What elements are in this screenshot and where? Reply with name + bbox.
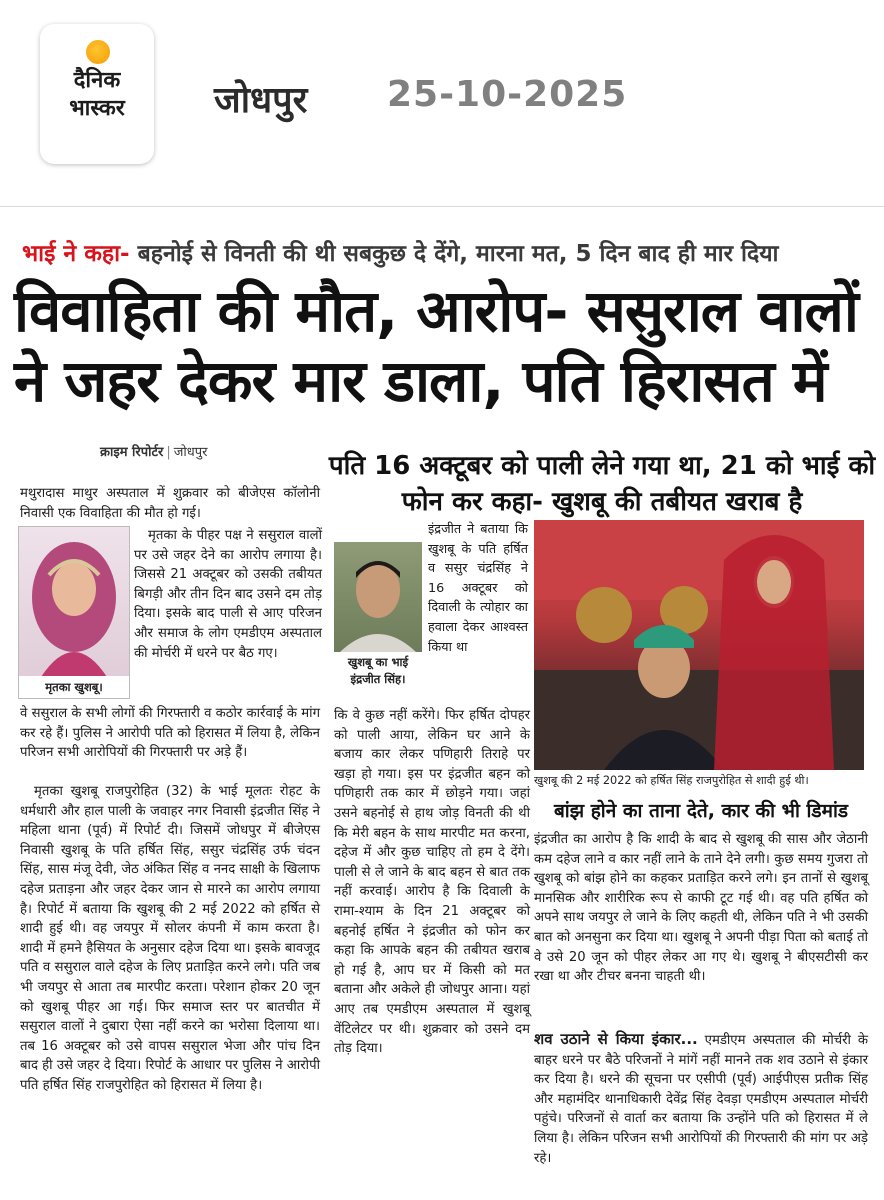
sun-icon bbox=[86, 40, 110, 64]
edition-date: 25-10-2025 bbox=[387, 74, 628, 115]
byline-reporter: क्राइम रिपोर्टर bbox=[100, 445, 164, 460]
logo-line-2: भास्कर bbox=[69, 96, 125, 121]
byline-separator: | bbox=[166, 445, 171, 460]
brother-photo bbox=[334, 542, 422, 652]
sidebar-body-protest: एमडीएम अस्पताल की मोर्चरी के बाहर धरने पर बैठे परिजनों ने मांगें नहीं मानने तक शव उठाने से इंकार कर दिया है। धरने की सूचना पर एसीपी (पूर्व) आईपीएस प्रतीक सिंह और महामंदिर थानाधिकारी देवेंद्र सिंह देवड़ा एमडीएम अस्पताल मोर्चरी पहुंचे। परिजनों से वार्ता कर बताया कि उन्होंने पति को हिरासत में ले लिया है। लेकिन परिजन सभी आरोपियों की गिरफ्तारी की मांग पर अड़े रहे। bbox=[534, 1033, 868, 1166]
col1-para-3: वे ससुराल के सभी लोगों की गिरफ्तारी व कठोर कार्रवाई के मांग कर रहे हैं। पुलिस ने आरोपी पति को हिरासत में लिया है, लेकिन परिजन सभी आरोपियों की गिरफ्तारी पर अड़े हैं। bbox=[20, 706, 320, 761]
col1-para-4: मृतका खुशबू राजपुरोहित (32) के भाई मूलतः रोहट के धर्मधारी और हाल पाली के जवाहर नगर निवासी इंद्रजीत सिंह ने महिला थाना (पूर्व) में रिपोर्ट दी। जिसमें जोधपुर में बीजेएस निवासी खुशबू के पति हर्षित सिंह, ससुर चंद्रसिंह उर्फ चंदन सिंह, सास मंजू देवी, जेठ अंकित सिंह व ननद साक्षी के खिलाफ दहेज प्रताड़ना और जहर देकर जान से मारने का आरोप लगाया है। रिपोर्ट में बताया कि खुशबू की 2 मई 2022 को हर्षित से शादी हुई थी। वह जयपुर में सोलर कंपनी में काम करता है। शादी में हमने हैसियत के अनुसार दहेज दिया था। इसके बावजूद पति व ससुराल वाले दहेज के लिए प्रताड़ित करने लगे। पति जब भी जयपुर से आता तब मारपीट करता। परेशान होकर 20 जून को खुशबू पीहर आ गई। फिर समाज स्तर पर बातचीत में ससुराल वालों ने दुबारा ऐसा नहीं करने का भरोसा दिलाया था। तब 16 अक्टूबर को उसे वापस ससुराल भेजा और पांच दिन बाद ही उसे जहर दे दिया। रिपोर्ट के आधार पर पुलिस ने आरोपी पति हर्षित सिंह राजपुरोहित को हिरासत में लिया है। bbox=[20, 784, 320, 1093]
sidebar-text-taunts: इंद्रजीत का आरोप है कि शादी के बाद से खुशबू की सास और जेठानी कम दहेज लाने व कार नहीं लाने के ताने देने लगी। कुछ समय गुजरा तो खुशबू को बांझ होने का कहकर प्रताड़ित करने लगे। इन तानों से खुशबू मानसिक और शारीरिक रूप से काफी टूट गई थी। वह पति हर्षित को अपने साथ जयपुर ले जाने के लिए कहती थी, लेकिन पति ने भी उसकी बात को अनसुना कर दिया था। खुशबू ने अपनी पीड़ा पिता को बताई तो वे उसे 20 जून को पीहर लेकर आ गए थे। खुशबू ने बीएसटीसी कर रखा था और टीचर बनना चाहती थी। bbox=[534, 832, 868, 985]
col2-para-1: इंद्रजीत ने बताया कि खुशबू के पति हर्षित व ससुर चंद्रसिंह ने 16 अक्टूबर को दिवाली के त्योहार का हवाला देकर आश्वस्त किया था bbox=[428, 522, 528, 655]
masthead bbox=[0, 0, 884, 200]
sidebar-text-protest bbox=[534, 1030, 868, 1168]
brother-portrait-icon bbox=[334, 542, 422, 652]
sidebar-heading-taunts: बांझ होने का ताना देते, कार की भी डिमांड bbox=[553, 800, 849, 822]
kicker-line bbox=[22, 236, 779, 268]
main-headline: विवाहिता की मौत, आरोप- ससुराल वालों ने जहर देकर मार डाला, पति हिरासत में bbox=[14, 277, 858, 415]
sidebar-lead-protest: शव उठाने से किया इंकार... bbox=[534, 1030, 698, 1048]
byline bbox=[100, 442, 207, 460]
wedding-caption: खुशबू की 2 मई 2022 को हर्षित सिंह राजपुरोहित से शादी हुई थी। bbox=[534, 774, 809, 787]
edition-city: जोधपुर bbox=[214, 80, 308, 121]
dainik-bhaskar-logo bbox=[40, 24, 154, 164]
byline-place: जोधपुर bbox=[173, 445, 208, 460]
kicker-label: भाई ने कहा- bbox=[22, 241, 130, 267]
logo-line-1: दैनिक bbox=[73, 68, 121, 93]
masthead-divider bbox=[0, 206, 884, 207]
bride-caption: मृतका खुशबू। bbox=[18, 676, 130, 699]
wedding-couple-icon bbox=[534, 520, 864, 770]
col2-para-2: कि वे कुछ नहीं करेंगे। फिर हर्षित दोपहर को पाली आया, लेकिन घर आने के बजाय कार लेकर पणिहारी तिराहे पर खड़ा हो गया। इस पर इंद्रजीत बहन को पणिहारी तक कार में छोड़ने गया। जहां उसने बहनोई से हाथ जोड़ विनती की थी कि मेरी बहन के साथ मारपीट मत करना, दहेज में और कुछ चाहिए तो हम दे देंगे। पाली से ले जाने के बाद बहन से बात तक नहीं करवाई। आरोप है कि दिवाली के रामा-श्याम के दिन 21 अक्टूबर को बहनोई हर्षित ने इंद्रजीत को फोन कर कहा कि आपके बहन की तबीयत खराब हो गई है, आप घर में किसी को मत बताना और अकेले ही जोधपुर आना। यहां आए तब एमडीएम अस्पताल में खुशबू वेंटिलेटर पर थी। शुक्रवार को उसने दम तोड़ दिया। bbox=[334, 708, 530, 1057]
sub-headline: पति 16 अक्टूबर को पाली लेने गया था, 21 को भाई को फोन कर कहा- खुशबू की तबीयत खराब है bbox=[328, 451, 876, 517]
wedding-photo bbox=[534, 520, 864, 770]
kicker-text: बहनोई से विनती की थी सबकुछ दे देंगे, मारना मत, 5 दिन बाद ही मार दिया bbox=[137, 241, 779, 267]
brother-caption: खुशबू का भाई इंद्रजीत सिंह। bbox=[347, 655, 409, 686]
bride-portrait-icon bbox=[19, 527, 129, 677]
col1-para-2: मृतका के पीहर पक्ष ने ससुराल वालों पर उसे जहर देने का आरोप लगाया है। जिससे 21 अक्टूबर को उसकी तबीयत बिगड़ी और तीन दिन बाद उसने दम तोड़ दिया। इसके बाद पाली से आए परिजन और समाज के लोग एमडीएम अस्पताल की मोर्चरी में धरने पर बैठ गए। bbox=[134, 528, 322, 661]
bride-photo bbox=[18, 526, 130, 678]
col1-intro: मथुरादास माथुर अस्पताल में शुक्रवार को बीजेएस कॉलोनी निवासी एक विवाहिता की मौत हो गई। bbox=[20, 486, 320, 521]
